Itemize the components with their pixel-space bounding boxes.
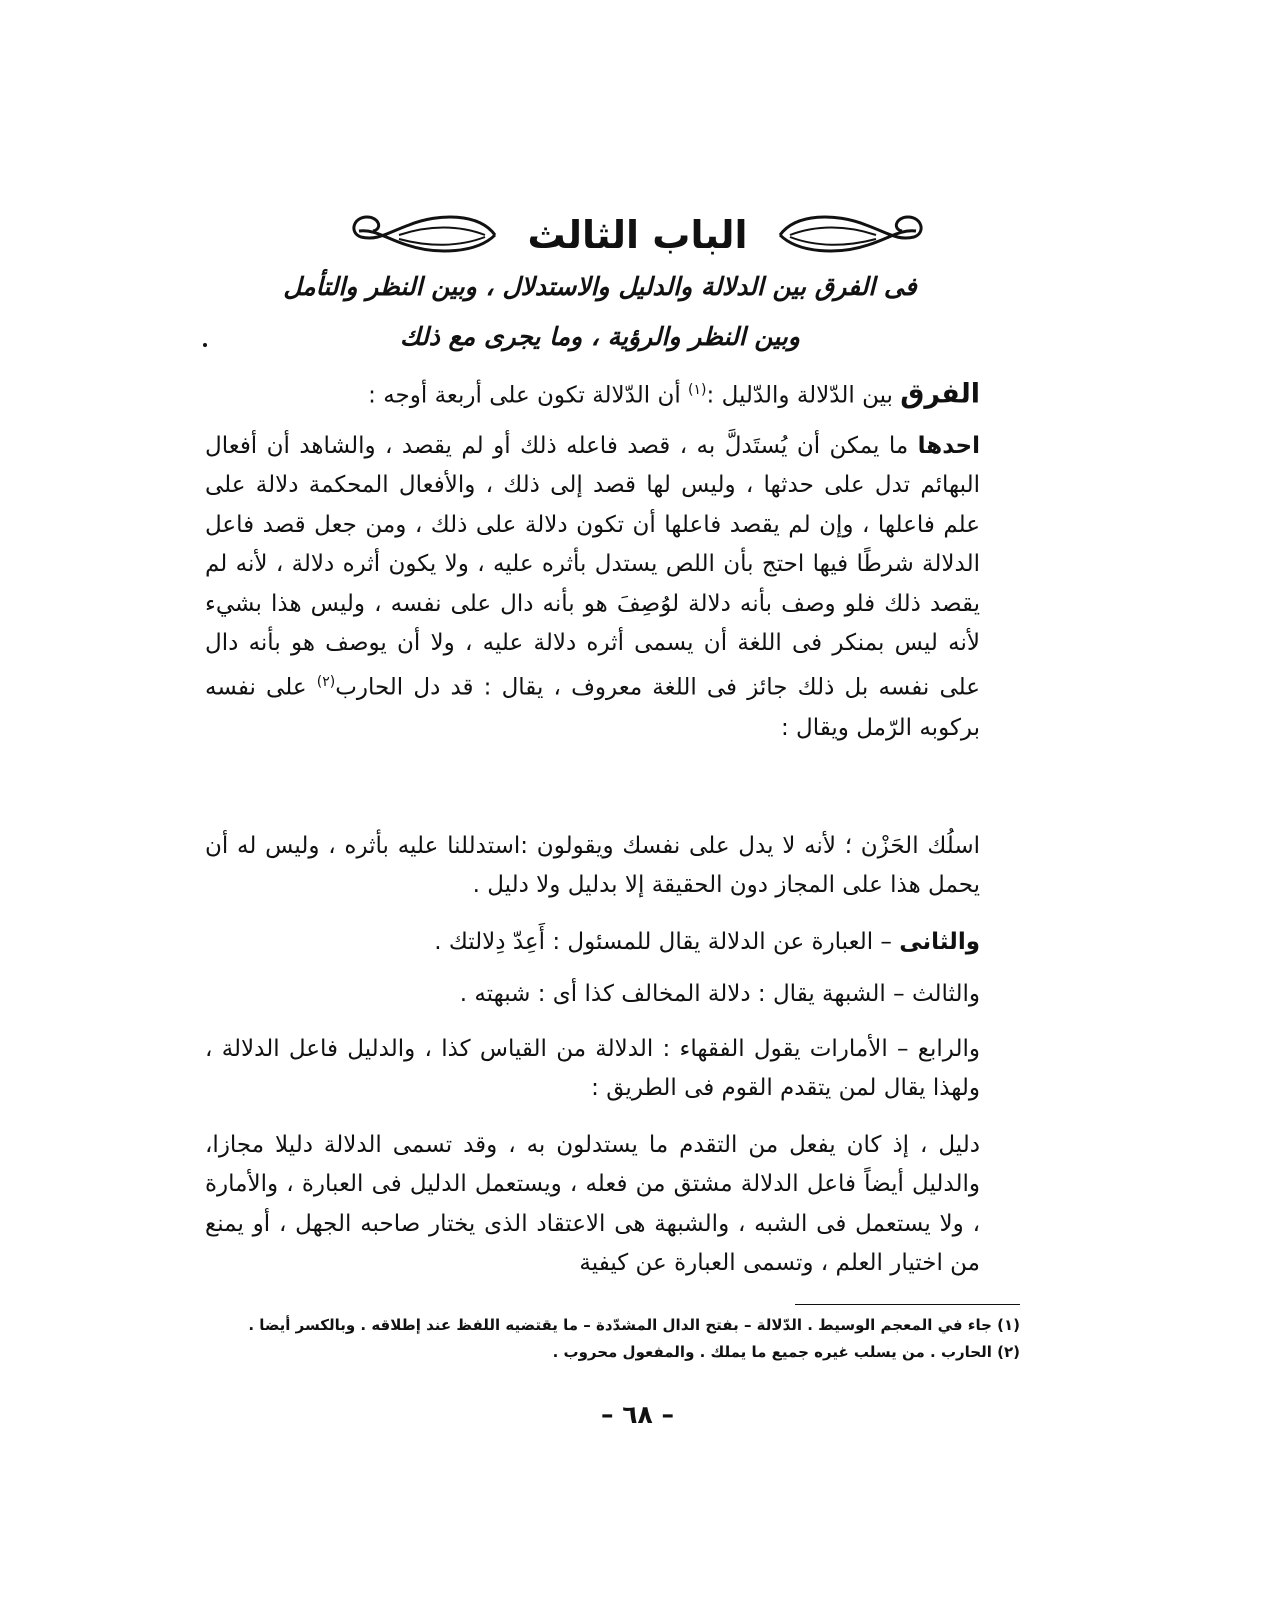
paragraph-second-aspect-lead: والثانى bbox=[899, 929, 980, 955]
paragraph-fourth-aspect: والرابع – الأمارات يقول الفقهاء : الدلالة من القياس كذا ، والدليل فاعل الدلالة ، ولهذا يقال لمن يتقدم القوم فى الطريق : bbox=[205, 1036, 980, 1102]
flourish-left-ornament bbox=[349, 207, 499, 263]
paragraph-dalil: دليل ، إذ كان يفعل من التقدم ما يستدلون به ، وقد تسمى الدلالة دليلا مجازا، والدليل أيضاً فاعل الدلالة مشتق من فعله ، ويستعمل الدليل فى العبارة ، والأمارة ، ولا يستعمل فى الشبه ، والشبهة هى الاعتقاد الذى يختار صاحبه الجهل ، أو يمنع من اختيار العلم ، وتسمى العبارة عن كيفية bbox=[205, 1132, 980, 1277]
chapter-subtitle-line-2: وبين النظر والرؤية ، وما يجرى مع ذلك bbox=[400, 322, 800, 351]
chapter-subtitle-line-1: فى الفرق بين الدلالة والدليل والاستدلال ، وبين النظر والتأمل bbox=[283, 272, 917, 301]
paragraph-second: اسلُك الحَزْن ؛ لأنه لا يدل على نفسك ويقولون :استدللنا عليه بأثره ، وليس له أن يحمل هذا على المجاز دون الحقيقة إلا بدليل ولا دليل . bbox=[205, 833, 980, 899]
footnote-ref-2: (٢) bbox=[316, 674, 336, 691]
scan-speck bbox=[203, 343, 207, 347]
paragraph-first-text-end: على نفسه بركوبه الرّمل ويقال : bbox=[205, 675, 980, 741]
paragraph-second-aspect bbox=[205, 923, 1010, 962]
footnote-2: (٢) الحارب . من يسلب غيره جميع ما يملك . والمفعول محروب . bbox=[552, 1343, 1020, 1361]
footnote-1: (١) جاء في المعجم الوسيط . الدّلالة – بفتح الدال المشدّدة – ما يقتضيه اللفظ عند إطلاقه . وبالكسر أيضا . bbox=[248, 1316, 1020, 1334]
flourish-right-ornament bbox=[776, 207, 926, 263]
footnotes bbox=[230, 1312, 1020, 1366]
intro-lead-word: الفرق bbox=[900, 378, 980, 410]
paragraph-second-aspect-text: – العبارة عن الدلالة يقال للمسئول : أَعِدّ دِلالتك . bbox=[434, 929, 892, 955]
paragraph-third-aspect: والثالث – الشبهة يقال : دلالة المخالف كذا أى : شبهته . bbox=[459, 981, 980, 1007]
footnote-ref-1: (١) bbox=[688, 382, 707, 398]
intro-paragraph bbox=[205, 371, 980, 416]
paragraph-first-aspect bbox=[205, 427, 1010, 748]
chapter-heading bbox=[0, 200, 1275, 270]
intro-text-after-ref: أن الدّلالة تكون على أربعة أوجه : bbox=[368, 382, 681, 409]
paragraph-first-lead: احدها bbox=[917, 433, 981, 459]
intro-text-before-ref: بين الدّلالة والدّليل : bbox=[706, 382, 893, 409]
page-number: – ٦٨ – bbox=[601, 1400, 674, 1429]
paragraph-first-text: ما يمكن أن يُستَدلَّ به ، قصد فاعله ذلك أو لم يقصد ، والشاهد أن أفعال البهائم تدل على حدثها ، وليس لها قصد إلى ذلك ، والأفعال المحكمة دلالة على علم فاعلها ، وإن لم يقصد فاعلها أن تكون دلالة على ذلك ، ومن جعل قصد فاعل الدلالة شرطًا فيها احتج بأن اللص يستدل بأثره عليه ، ولا يكون أثره دلالة ، لأنه لم يقصد ذلك فلو وصف بأنه دلالة لوُصِفَ هو بأنه دال على نفسه ، وليس هذا بشيء لأنه ليس بمنكر فى اللغة أن يسمى أثره دلالة عليه ، ولا أن يوصف هو بأنه دال على نفسه بل ذلك جائز فى اللغة معروف ، يقال : قد دل الحارب bbox=[205, 433, 980, 702]
footnote-separator bbox=[795, 1304, 1020, 1305]
chapter-title: الباب الثالث bbox=[527, 213, 748, 257]
